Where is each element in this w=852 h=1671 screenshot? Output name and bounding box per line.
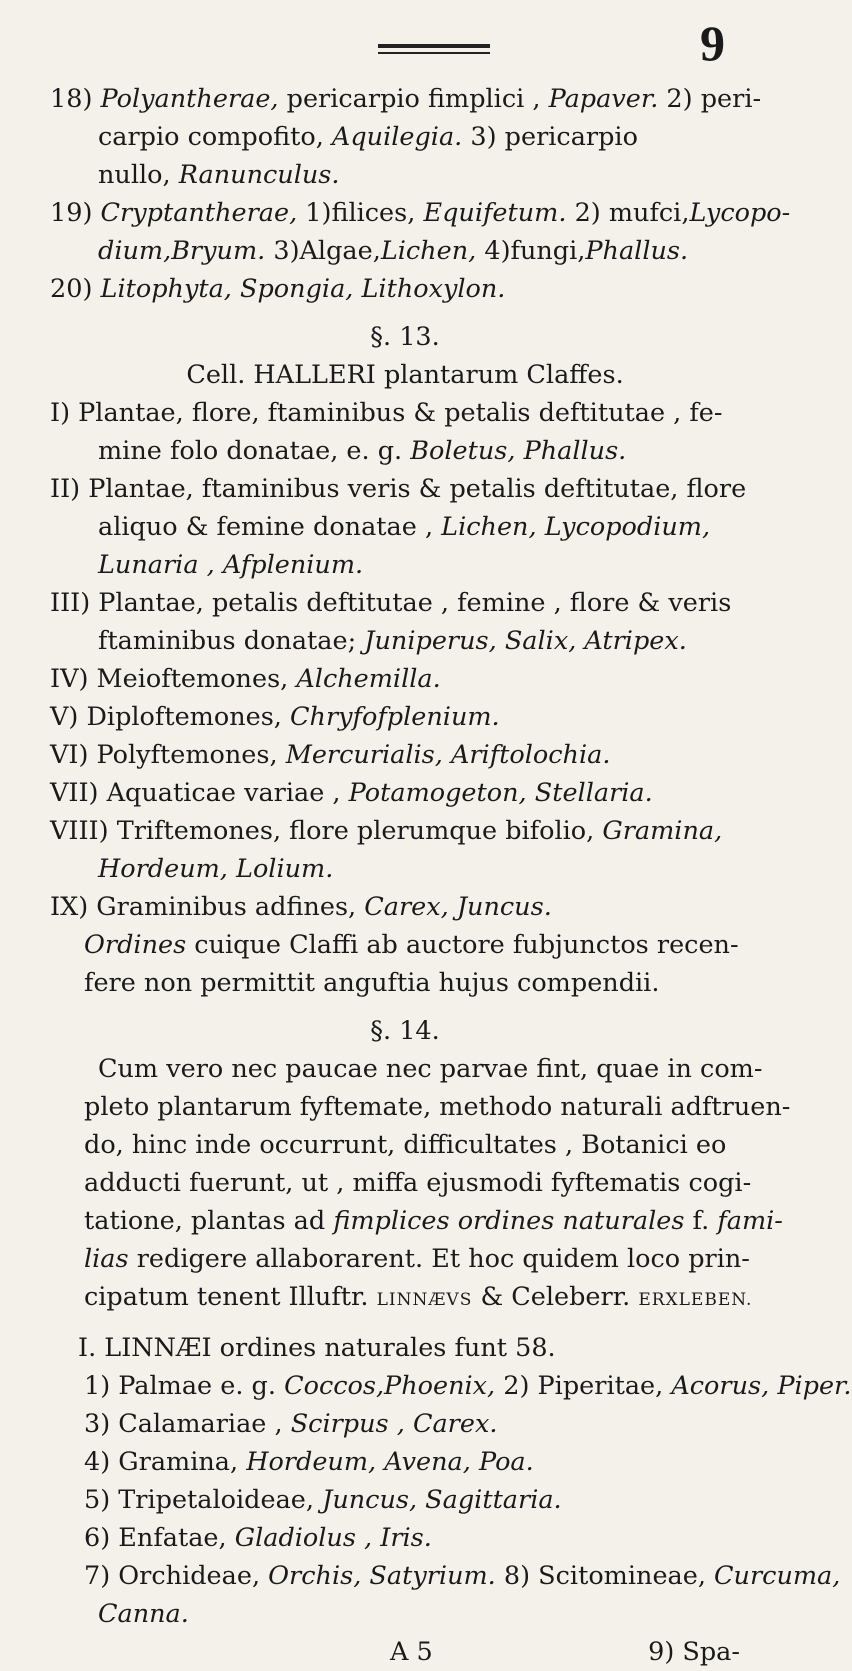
page-footer: [50, 1633, 760, 1671]
haller-class-3a: III) Plantae, petalis deftitutae , femine , flore & veris: [50, 588, 732, 618]
line-20: 20) Litophyta, Spongia, Lithoxylon.: [50, 274, 506, 304]
haller-title: Cell. HALLERI plantarum Claffes.: [186, 360, 624, 390]
para-line-1: Cum vero nec paucae nec parvae fint, quae in com-: [98, 1054, 763, 1084]
haller-class-1b: mine folo donatae, e. g. Boletus, Phallus.: [98, 436, 627, 466]
haller-class-4: IV) Meioftemones, Alchemilla.: [50, 664, 441, 694]
order-3: 3) Calamariae , Scirpus , Carex.: [84, 1409, 498, 1439]
line-19b: dium,Bryum. 3)Algae,Lichen, 4)fungi,Phallus.: [98, 236, 689, 266]
haller-class-3b: ftaminibus donatae; Juniperus, Salix, Atripex.: [98, 626, 687, 656]
para-line-3: do, hinc inde occurrunt, difficultates , Botanici eo: [84, 1130, 727, 1160]
signature-mark: A 5: [390, 1637, 433, 1667]
order-1: 1) Palmae e. g. Coccos,Phoenix, 2) Piperitae, Acorus, Piper.: [84, 1371, 852, 1401]
ordines-note-b: fere non permittit anguftia hujus compendii.: [84, 968, 660, 998]
page-number: 9: [700, 15, 725, 71]
section-14-heading: §. 14.: [370, 1016, 440, 1046]
haller-class-2b: aliquo & femine donatae , Lichen, Lycopodium,: [98, 512, 711, 542]
line-19a: 19) Cryptantherae, 1)filices, Equifetum. 2) mufci,Lycopo-: [50, 198, 791, 228]
ordines-note-a: Ordines cuique Claffi ab auctore fubjunctos recen-: [84, 930, 739, 960]
haller-class-8b: Hordeum, Lolium.: [98, 854, 334, 884]
order-7: 7) Orchideae, Orchis, Satyrium. 8) Scitomineae, Curcuma,: [84, 1561, 841, 1591]
para-line-2: pleto plantarum fyftemate, methodo naturali adftruen-: [84, 1092, 791, 1122]
haller-class-8a: VIII) Triftemones, flore plerumque bifolio, Gramina,: [50, 816, 723, 846]
line-18c: nullo, Ranunculus.: [98, 160, 340, 190]
order-8b: Canna.: [98, 1599, 189, 1629]
header-rule: [378, 44, 490, 60]
order-6: 6) Enfatae, Gladiolus , Iris.: [84, 1523, 432, 1553]
haller-class-9: IX) Graminibus adfines, Carex, Juncus.: [50, 892, 552, 922]
order-5: 5) Tripetaloideae, Juncus, Sagittaria.: [84, 1485, 562, 1515]
order-4: 4) Gramina, Hordeum, Avena, Poa.: [84, 1447, 534, 1477]
para-line-5: tatione, plantas ad fimplices ordines naturales f. fami-: [84, 1206, 783, 1236]
text-block: [50, 80, 852, 1671]
haller-class-7: VII) Aquaticae variae , Potamogeton, Stellaria.: [50, 778, 653, 808]
haller-class-2a: II) Plantae, ftaminibus veris & petalis deftitutae, flore: [50, 474, 747, 504]
catchword: 9) Spa-: [648, 1637, 740, 1667]
haller-class-5: V) Diploftemones, Chryfofplenium.: [50, 702, 500, 732]
linnaeus-title: I. LINNÆI ordines naturales funt 58.: [78, 1333, 556, 1363]
haller-class-2c: Lunaria , Afplenium.: [98, 550, 364, 580]
haller-class-1a: I) Plantae, flore, ftaminibus & petalis deftitutae , fe-: [50, 398, 723, 428]
haller-class-6: VI) Polyftemones, Mercurialis, Ariftolochia.: [50, 740, 611, 770]
line-18a: 18) Polyantherae, pericarpio fimplici , Papaver. 2) peri-: [50, 84, 762, 114]
section-13-heading: §. 13.: [370, 322, 440, 352]
line-18b: carpio compofito, Aquilegia. 3) pericarpio: [98, 122, 638, 152]
para-line-6: lias redigere allaborarent. Et hoc quidem loco prin-: [84, 1244, 750, 1274]
para-line-7: cipatum tenent Illuftr. LINNÆVS & Celeberr. ERXLEBEN.: [84, 1282, 753, 1312]
para-line-4: adducti fuerunt, ut , miffa ejusmodi fyftematis cogi-: [84, 1168, 752, 1198]
